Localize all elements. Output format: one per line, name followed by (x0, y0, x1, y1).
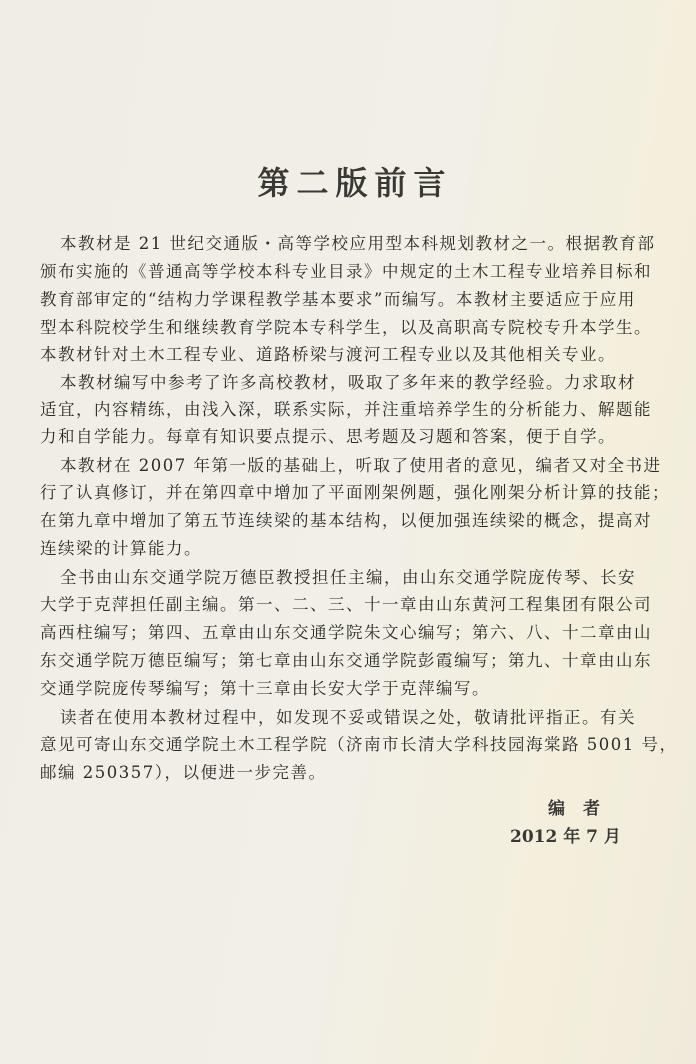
paragraph-2-line: 本教材编写中参考了许多高校教材，吸取了多年来的教学经验。力求取材 (60, 373, 636, 392)
paragraph-5-line: 读者在使用本教材过程中，如发现不妥或错误之处，敬请批评指正。有关 (60, 708, 636, 727)
paragraph-2-line: 力和自学能力。每章有知识要点提示、思考题及习题和答案，便于自学。 (40, 427, 616, 446)
paragraph-3-line: 在第九章中增加了第五节连续梁的基本结构，以便加强连续梁的概念，提高对 (40, 511, 652, 530)
paragraph-1-line: 教育部审定的“结构力学课程教学基本要求”而编写。本教材主要适应于应用 (40, 290, 636, 309)
paragraph-5-line: 意见可寄山东交通学院土木工程学院（济南市长清大学科技园海棠路 5001 号， (40, 735, 678, 754)
signature-author: 编者 (548, 799, 618, 819)
paragraph-3-line: 连续梁的计算能力。 (40, 539, 202, 558)
paragraph-4-line: 大学于克萍担任副主编。第一、二、三、十一章由山东黄河工程集团有限公司 (40, 595, 652, 614)
paragraph-1-line: 型本科院校学生和继续教育学院本专科学生，以及高职高专院校专升本学生。 (40, 318, 652, 337)
paragraph-4-line: 全书由山东交通学院万德臣教授担任主编，由山东交通学院庞传琴、长安 (60, 568, 636, 587)
paragraph-2-line: 适宜，内容精练，由浅入深，联系实际，并注重培养学生的分析能力、解题能 (40, 400, 652, 419)
page-title: 第二版前言 (257, 164, 453, 202)
paragraph-4-line: 高西柱编写；第四、五章由山东交通学院朱文心编写；第六、八、十二章由山 (40, 623, 652, 642)
paragraph-3-line: 行了认真修订，并在第四章中增加了平面刚架例题，强化刚架分析计算的技能； (40, 483, 670, 502)
paragraph-1-line: 颁布实施的《普通高等学校本科专业目录》中规定的土木工程专业培养目标和 (40, 262, 652, 281)
paragraph-1-line: 本教材针对土木工程专业、道路桥梁与渡河工程专业以及其他相关专业。 (40, 345, 616, 364)
paragraph-4-line: 交通学院庞传琴编写；第十三章由长安大学于克萍编写。 (40, 679, 490, 698)
paragraph-5-line: 邮编 250357），以便进一步完善。 (40, 763, 327, 782)
paragraph-1-line: 本教材是 21 世纪交通版・高等学校应用型本科规划教材之一。根据教育部 (60, 234, 656, 253)
signature-date: 2012 年 7 月 (510, 827, 621, 847)
paragraph-4-line: 东交通学院万德臣编写；第七章由山东交通学院彭霞编写；第九、十章由山东 (40, 651, 652, 670)
paragraph-3-line: 本教材在 2007 年第一版的基础上，听取了使用者的意见，编者又对全书进 (60, 456, 662, 475)
